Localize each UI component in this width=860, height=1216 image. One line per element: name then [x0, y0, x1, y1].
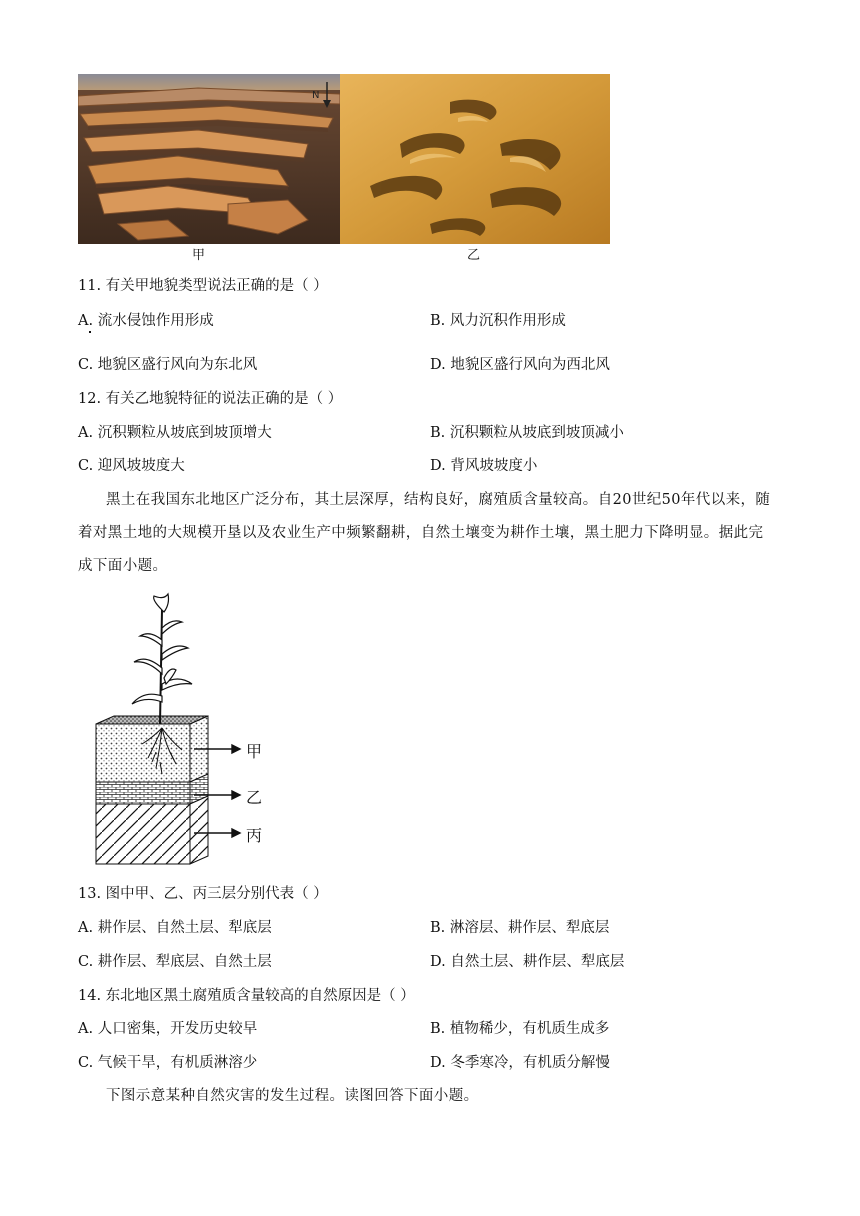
- layer-label-bing: 丙: [246, 826, 263, 845]
- q14-option-b: B. 植物稀少，有机质生成多: [430, 1021, 610, 1037]
- q13-option-d: D. 自然土层、耕作层、犁底层: [430, 954, 625, 970]
- passage-black-soil-text: 黑土在我国东北地区广泛分布，其土层深厚，结构良好，腐殖质含量较高。自20世纪50年代以来，随着对黑土地的大规模开垦以及农业生产中频繁翻耕，自然土壤变为耕作土壤，黑土肥力下降明显。据此完成下面小题。: [78, 492, 771, 574]
- north-label: N: [312, 90, 320, 101]
- q13-stem: 13. 图中甲、乙、丙三层分别代表（ ）: [78, 886, 328, 902]
- q12-option-b: B. 沉积颗粒从坡底到坡顶减小: [430, 425, 624, 441]
- sand-dune-photo: [340, 74, 610, 244]
- q14-option-d: D. 冬季寒冷，有机质分解慢: [430, 1055, 610, 1071]
- q13-option-a: A. 耕作层、自然土层、犁底层: [78, 920, 272, 936]
- q14-option-a: A. 人口密集，开发历史较早: [78, 1021, 258, 1037]
- q14-stem: 14. 东北地区黑土腐殖质含量较高的自然原因是（ ）: [78, 988, 415, 1004]
- q11-option-b: B. 风力沉积作用形成: [430, 313, 566, 329]
- q13-option-b: B. 淋溶层、耕作层、犁底层: [430, 920, 610, 936]
- q12-option-c: C. 迎风坡坡度大: [78, 458, 185, 474]
- q11-option-a: A. 流水侵蚀作用形成: [78, 313, 214, 329]
- passage-disaster-text: 下图示意某种自然灾害的发生过程。读图回答下面小题。: [106, 1088, 479, 1104]
- caption-jia: 甲: [192, 248, 206, 263]
- q13-option-c: C. 耕作层、犁底层、自然土层: [78, 954, 272, 970]
- layer-label-yi: 乙: [246, 788, 263, 807]
- dot-mark: [89, 331, 91, 333]
- q11-option-c: C. 地貌区盛行风向为东北风: [78, 357, 258, 373]
- yardang-photo: [78, 74, 340, 244]
- caption-yi: 乙: [467, 248, 481, 263]
- soil-profile-diagram: [90, 592, 280, 872]
- passage-disaster: [106, 1086, 479, 1106]
- q12-stem: 12. 有关乙地貌特征的说法正确的是（ ）: [78, 391, 343, 407]
- q14-option-c: C. 气候干旱，有机质淋溶少: [78, 1055, 258, 1071]
- q11-option-d: D. 地貌区盛行风向为西北风: [430, 357, 610, 373]
- layer-label-jia: 甲: [246, 742, 263, 761]
- passage-black-soil: [78, 484, 778, 583]
- q11-stem: 11. 有关甲地貌类型说法正确的是（ ）: [78, 278, 328, 294]
- q12-option-d: D. 背风坡坡度小: [430, 458, 538, 474]
- north-arrow: [312, 80, 334, 112]
- q12-option-a: A. 沉积颗粒从坡底到坡顶增大: [78, 425, 272, 441]
